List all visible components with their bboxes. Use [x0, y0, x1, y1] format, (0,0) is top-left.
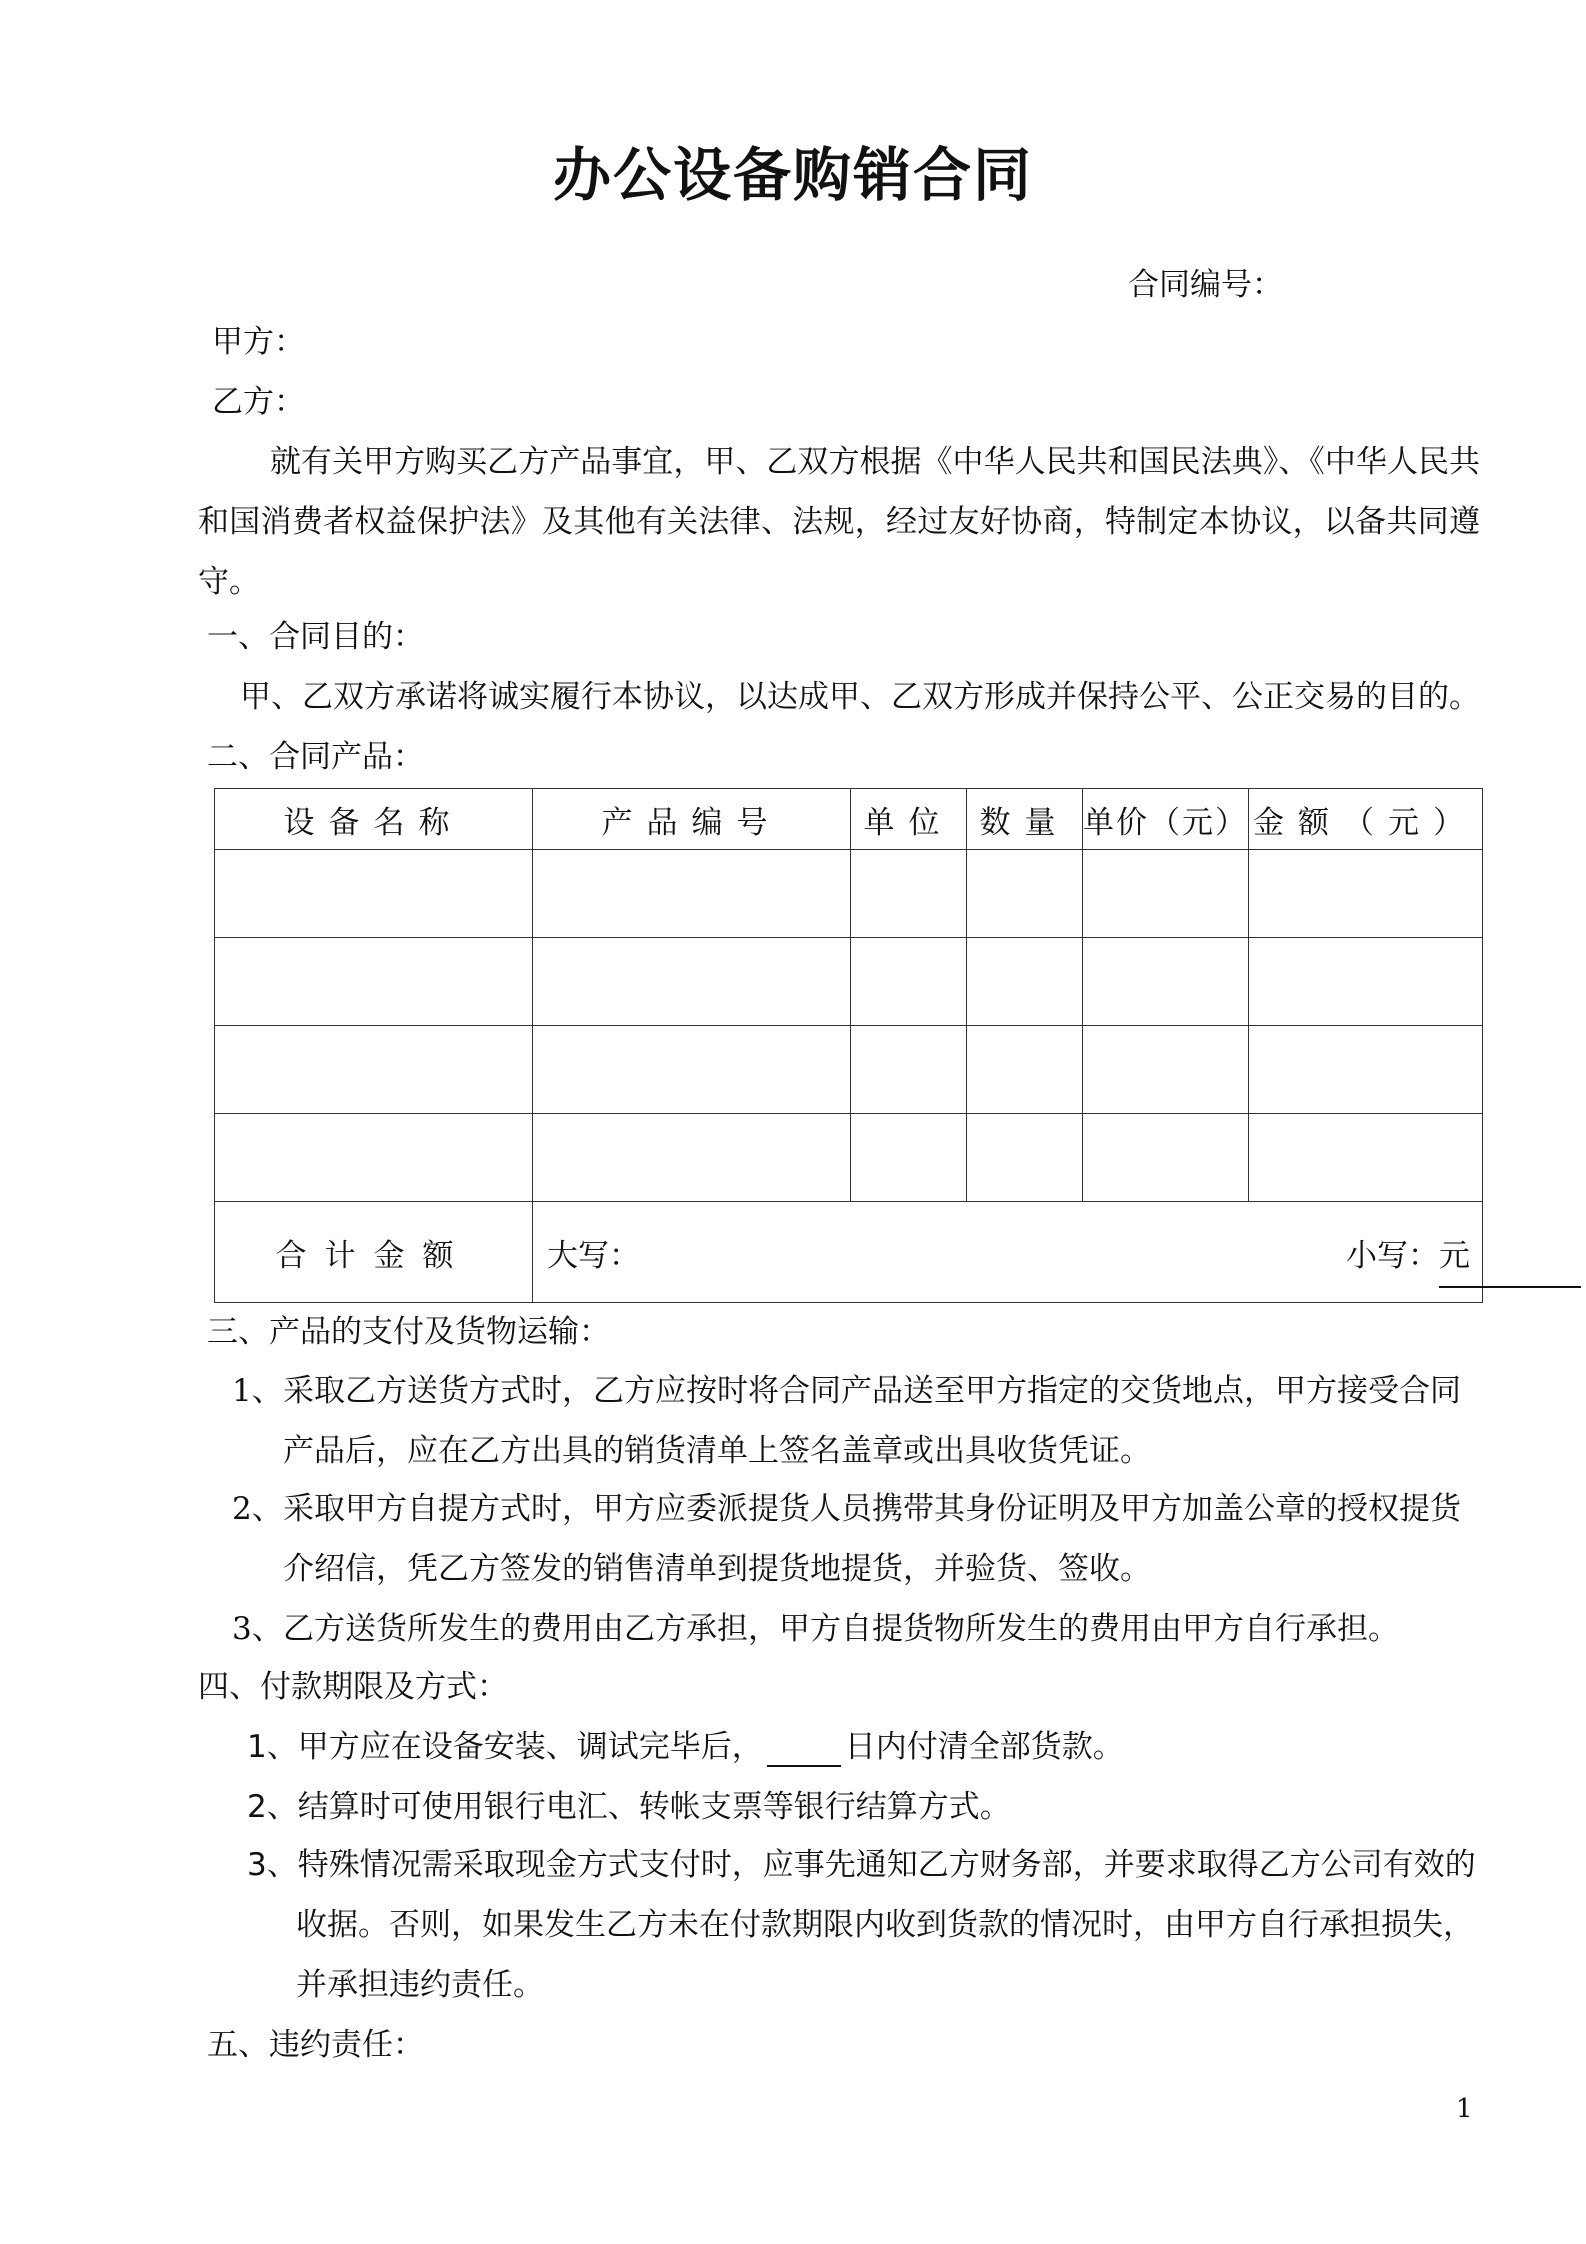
table-cell[interactable]	[851, 850, 967, 938]
table-row	[215, 850, 1483, 938]
intro-paragraph: 就有关甲方购买乙方产品事宜，甲、乙双方根据《中华人民共和国民法典》、《中华人民共和国消费者权益保护法》及其他有关法律、法规，经过友好协商，特制定本协议，以备共同遵守。	[198, 444, 1480, 600]
table-header-row	[215, 789, 1483, 850]
section-3-item-3-line1: 乙方送货所发生的费用由乙方承担，甲方自提货物所发生的费用由甲方自行承担。	[283, 1611, 1399, 1647]
table-row	[215, 1026, 1483, 1114]
table-cell[interactable]	[533, 938, 851, 1026]
table-cell[interactable]	[1249, 1026, 1483, 1114]
table-cell[interactable]	[1083, 1114, 1249, 1202]
table-cell[interactable]	[215, 1026, 533, 1114]
party-a-label: 甲方：	[212, 324, 305, 360]
xiaoxie-label: 小写：	[1346, 1238, 1439, 1274]
section-3-item-1-line2: 产品后，应在乙方出具的销货清单上签名盖章或出具收货凭证。	[283, 1433, 1151, 1469]
section-1-text: 甲、乙双方承诺将诚实履行本协议，以达成甲、乙双方形成并保持公平、公正交易的目的。	[240, 679, 1480, 715]
section-3-item-1-line1: 采取乙方送货方式时，乙方应按时将合同产品送至甲方指定的交货地点，甲方接受合同	[283, 1373, 1461, 1409]
payment-days-blank[interactable]	[767, 1737, 841, 1767]
table-cell[interactable]	[215, 850, 533, 938]
section-4-item-3-line2: 收据。否则，如果发生乙方未在付款期限内收到货款的情况时，由甲方自行承担损失，	[296, 1907, 1474, 1943]
section-4-item-1	[247, 1727, 1124, 1767]
daxie-label: 大写：	[547, 1238, 640, 1274]
table-cell[interactable]	[1083, 850, 1249, 938]
section-4-item-1-pre: 1、甲方应在设备安装、调试完毕后，	[247, 1729, 763, 1765]
table-cell[interactable]	[851, 1114, 967, 1202]
section-3-item-2-line2: 介绍信，凭乙方签发的销售清单到提货地提货，并验货、签收。	[283, 1551, 1151, 1587]
table-cell[interactable]	[533, 1026, 851, 1114]
table-cell[interactable]	[967, 938, 1083, 1026]
section-3-item-3-num: 3、	[232, 1611, 283, 1647]
table-cell[interactable]	[533, 1114, 851, 1202]
table-cell[interactable]	[967, 1026, 1083, 1114]
section-3-item-2-line1: 采取甲方自提方式时，甲方应委派提货人员携带其身份证明及甲方加盖公章的授权提货	[283, 1491, 1461, 1527]
table-total-row	[215, 1202, 1483, 1303]
section-5-heading: 五、违约责任：	[207, 2027, 424, 2063]
xiaoxie-blank[interactable]	[1439, 1258, 1581, 1288]
header-unit: 单位	[851, 789, 967, 850]
table-cell[interactable]	[851, 938, 967, 1026]
table-row	[215, 1114, 1483, 1202]
total-amount-label: 合计金额	[215, 1202, 533, 1303]
section-1-heading: 一、合同目的：	[207, 619, 424, 655]
table-cell[interactable]	[967, 850, 1083, 938]
page-number: 1	[1456, 2094, 1473, 2124]
header-device-name: 设备名称	[215, 789, 533, 850]
xiaoxie-group	[1346, 1230, 1470, 1275]
header-amount: 金额（元）	[1249, 789, 1483, 850]
table-cell[interactable]	[533, 850, 851, 938]
table-cell[interactable]	[1249, 850, 1483, 938]
section-3-item-1-num: 1、	[232, 1373, 283, 1409]
product-table	[214, 788, 1483, 1303]
table-row	[215, 938, 1483, 1026]
section-4-item-2: 2、结算时可使用银行电汇、转帐支票等银行结算方式。	[247, 1789, 1011, 1825]
section-4-item-3-line3: 并承担违约责任。	[296, 1967, 544, 2003]
document-title: 办公设备购销合同	[552, 141, 1033, 209]
section-4-heading: 四、付款期限及方式：	[198, 1669, 508, 1705]
table-cell[interactable]	[1083, 1026, 1249, 1114]
table-cell[interactable]	[1249, 1114, 1483, 1202]
section-2-heading: 二、合同产品：	[207, 739, 424, 775]
table-cell[interactable]	[1083, 938, 1249, 1026]
table-cell[interactable]	[215, 938, 533, 1026]
section-4-item-1-post: 日内付清全部货款。	[844, 1729, 1124, 1765]
header-quantity: 数量	[967, 789, 1083, 850]
table-cell[interactable]	[1249, 938, 1483, 1026]
section-3-heading: 三、产品的支付及货物运输：	[207, 1314, 610, 1350]
table-cell[interactable]	[215, 1114, 533, 1202]
table-cell[interactable]	[967, 1114, 1083, 1202]
party-b-label: 乙方：	[212, 384, 305, 420]
section-4-item-3-line1: 3、特殊情况需采取现金方式支付时，应事先通知乙方财务部，并要求取得乙方公司有效的	[247, 1847, 1476, 1883]
total-amount-cell	[533, 1202, 1483, 1303]
header-product-code: 产品编号	[533, 789, 851, 850]
section-3-item-2-num: 2、	[232, 1491, 283, 1527]
yuan-label: 元	[1439, 1238, 1470, 1274]
header-unit-price: 单价（元）	[1083, 789, 1249, 850]
contract-number-label: 合同编号：	[1128, 267, 1283, 303]
table-cell[interactable]	[851, 1026, 967, 1114]
